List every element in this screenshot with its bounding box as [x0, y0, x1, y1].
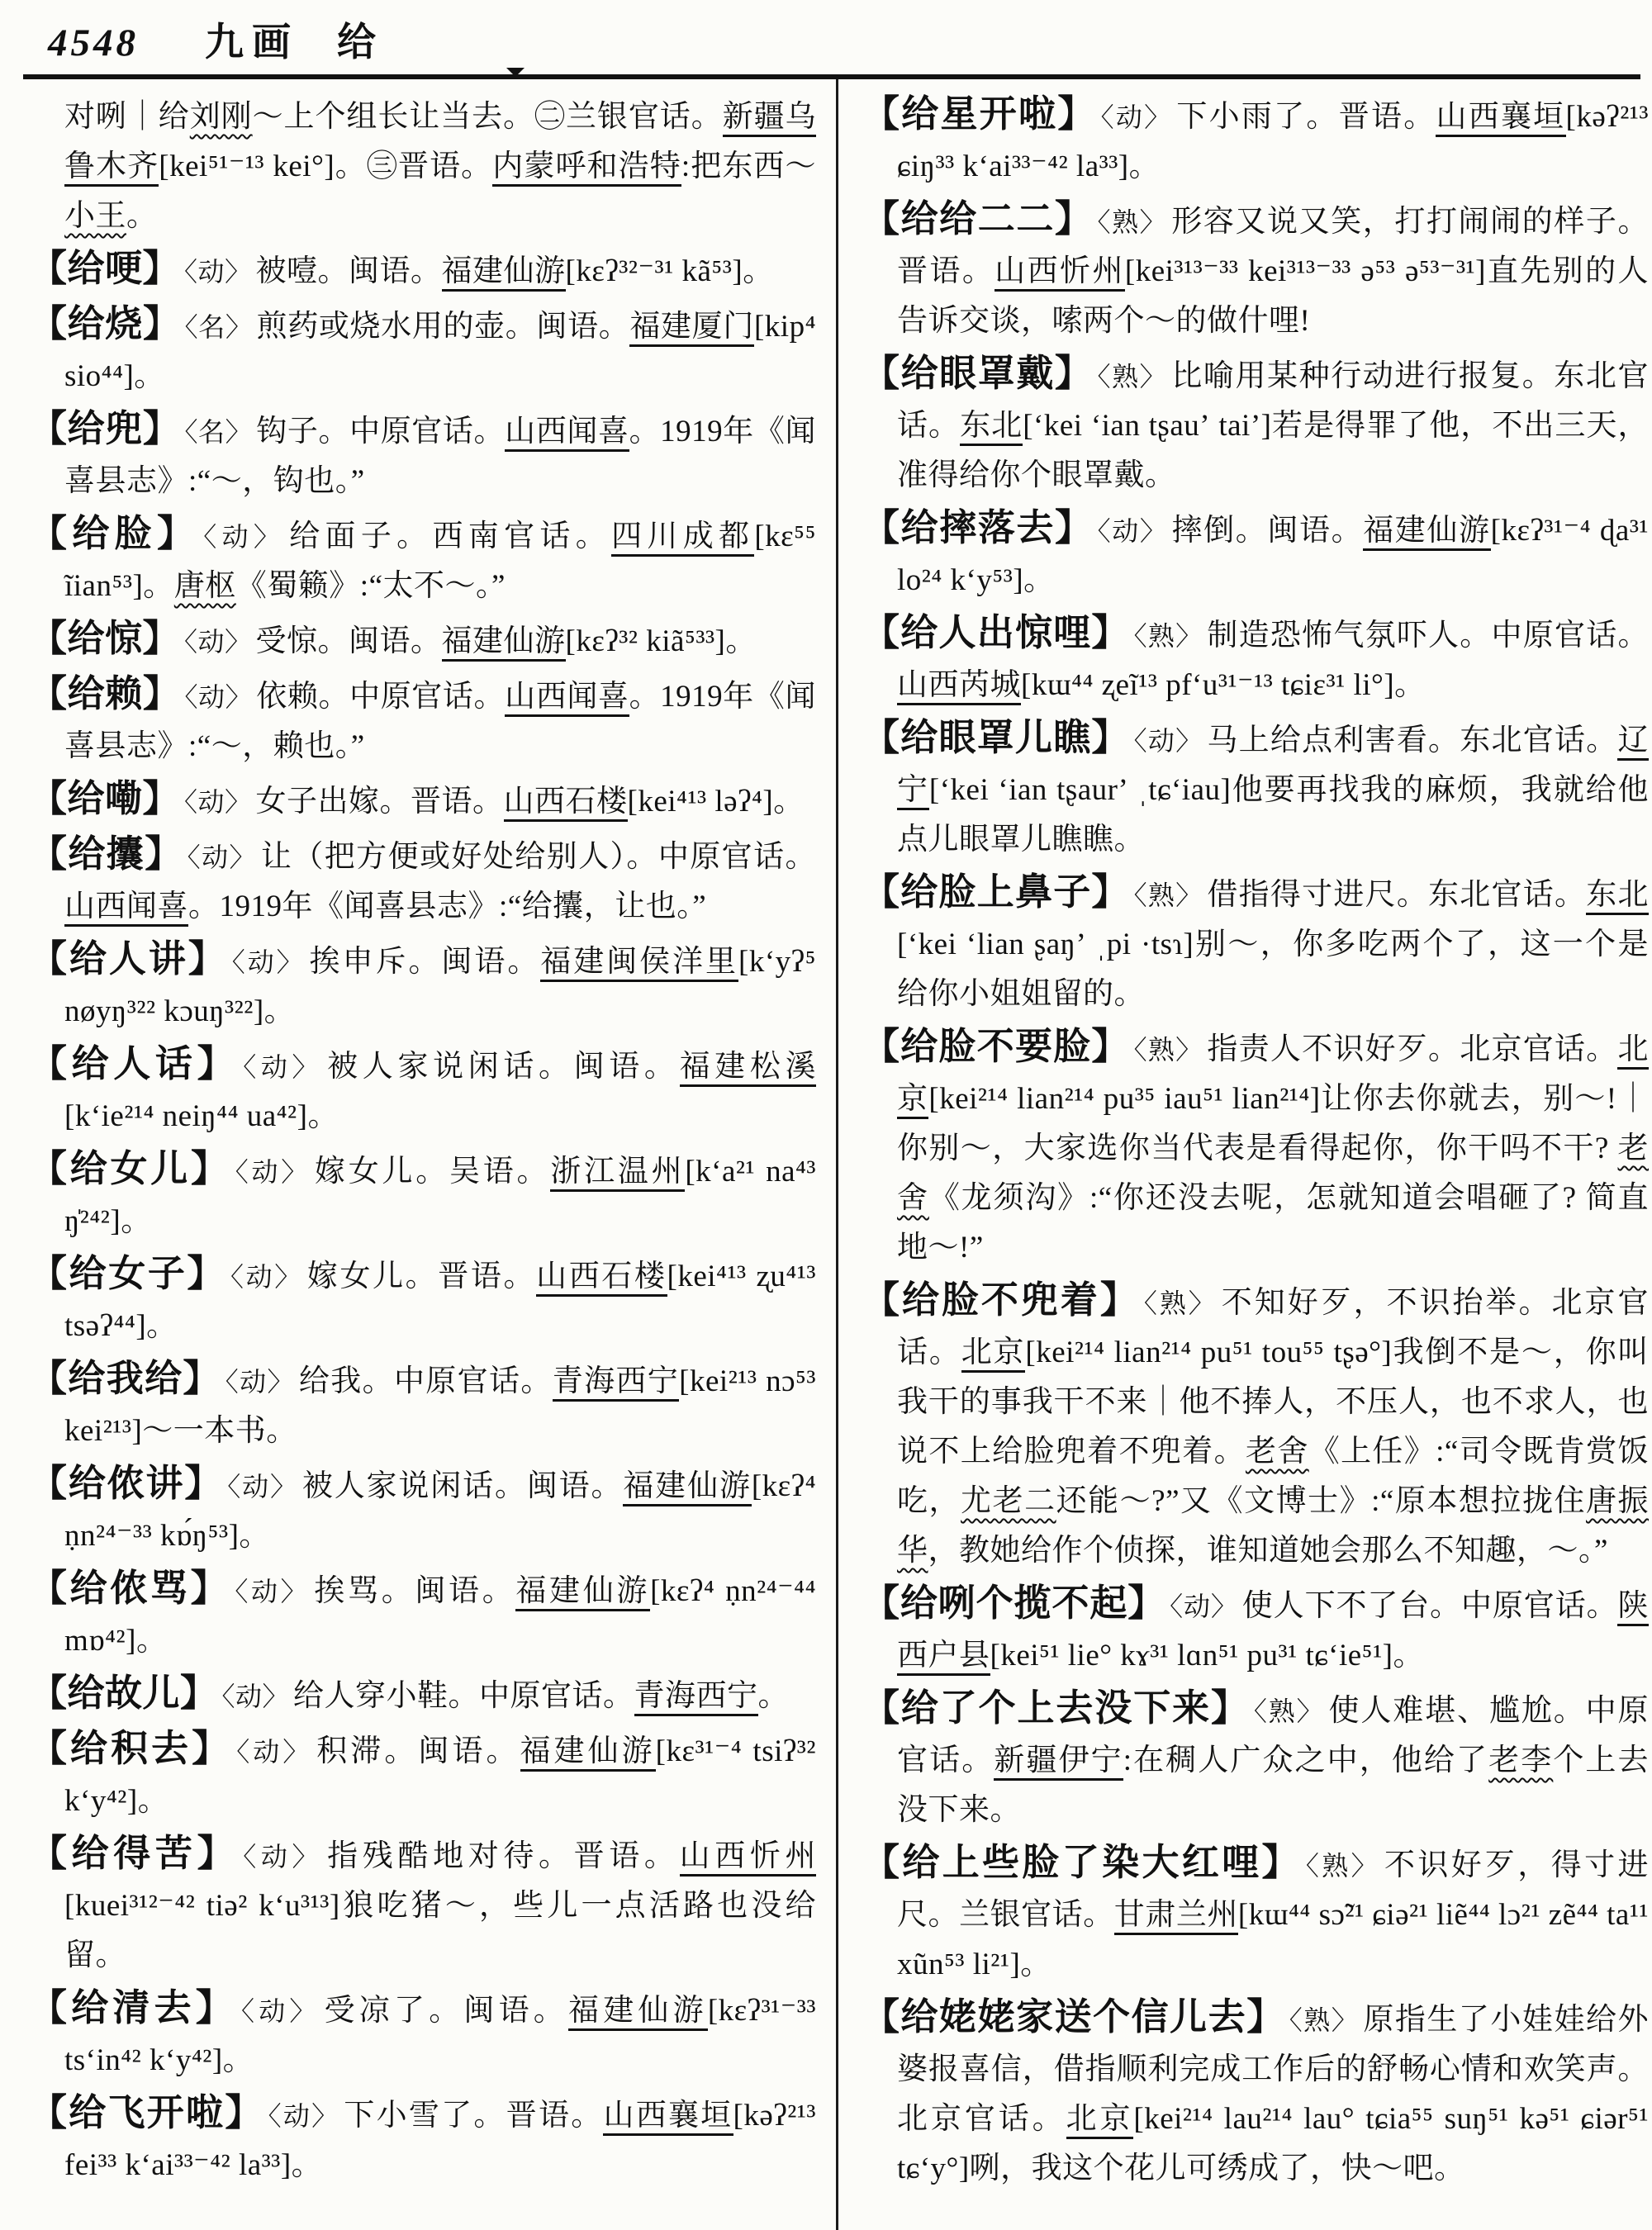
dictionary-entry [862, 93, 1649, 192]
entry-pos-tag: 〈动〉 [184, 787, 252, 817]
entry-headword: 【给清去】 [30, 1987, 237, 2028]
entry-pos-tag: 〈熟〉 [1133, 621, 1203, 651]
entry-body: 比喻用某种行动进行报复。东北官话。东北[ʻkei ʻian tʂauʼ taiʼ]若是得罪了他，不出三天，准得给你个眼罩戴。 [897, 359, 1650, 492]
person-name: 老舍 [1245, 1435, 1309, 1468]
entry-pos-tag: 〈熟〉 [1097, 362, 1168, 391]
dictionary-entry [30, 1357, 816, 1456]
entry-body: 让（把方便或好处给别人）。中原官话。山西闻喜。1919年《闻喜县志》:“给攮，让也。” [64, 840, 816, 927]
place-name: 福建厦门 [629, 310, 754, 347]
place-name: 福建松溪 [680, 1050, 816, 1087]
entry-body: 形容又说又笑，打打闹闹的样子。晋语。山西忻州[kei³¹³⁻³³ kei³¹³⁻³³ ə⁵³ ə⁵³⁻³¹]直先别的人告诉交谈，嗦两个～的做什哩! [897, 205, 1650, 338]
place-name: 山西襄垣 [603, 2099, 733, 2136]
entry-body: 摔倒。闽语。福建仙游[kɛʔ³¹⁻⁴ ɖa³¹ lo²⁴ kʻy⁵³]。 [897, 514, 1650, 597]
entry-pos-tag: 〈动〉 [235, 1577, 311, 1606]
place-name: 山西忻州 [995, 254, 1125, 292]
dictionary-entry [30, 302, 816, 401]
entry-pos-tag: 〈动〉 [227, 1472, 298, 1502]
entry-pos-tag: 〈动〉 [184, 257, 252, 287]
entry-body: 马上给点利害看。东北官话。辽宁[ʻkei ʻian tʂaurʼ ˌtɕʻiau]他要再找我的麻烦，我就给他点儿眼罩儿瞧瞧。 [897, 724, 1650, 856]
dictionary-entry [862, 716, 1649, 865]
entry-body: 挨申斥。闽语。福建闽侯洋里[kʻyʔ⁵ nøyŋ³²² kɔuŋ³²²]。 [64, 945, 816, 1028]
place-name: 福建仙游 [1363, 514, 1490, 551]
right-column [862, 93, 1649, 2199]
dictionary-entry [30, 617, 816, 667]
entry-pos-tag: 〈动〉 [221, 1682, 290, 1711]
entry-headword: 【给脸】 [30, 513, 200, 554]
place-name: 山西芮城 [897, 668, 1021, 705]
page-header [48, 12, 376, 67]
entry-headword: 【给惊】 [30, 618, 181, 659]
entry-headword: 【给脸不要脸】 [862, 1026, 1130, 1067]
entry-headword: 【给给二二】 [862, 198, 1094, 240]
person-name: 唐枢 [173, 569, 236, 603]
entry-pos-tag: 〈熟〉 [1289, 2005, 1360, 2035]
entry-body: 依赖。中原官话。山西闻喜。1919年《闻喜县志》:“～，赖也。” [64, 680, 816, 763]
place-name: 北京 [897, 1032, 1649, 1119]
place-name: 福建仙游 [623, 1469, 751, 1506]
place-name: 辽宁 [897, 724, 1649, 810]
entry-body: 嫁女儿。吴语。浙江温州[kʻa²¹ na⁴³ ŋ̍²⁴²]。 [64, 1155, 816, 1238]
entry-body: 不识好歹，得寸进尺。兰银官话。甘肃兰州[kɯ⁴⁴ sɔ̃²¹ ɕiə²¹ liẽ⁴⁴ lɔ²¹ zẽ⁴⁴ ta¹¹ xũn⁵³ li²¹]。 [897, 1848, 1650, 1981]
entry-pos-tag: 〈动〉 [235, 1157, 311, 1187]
entry-body: 女子出嫁。晋语。山西石楼[kei⁴¹³ ləʔ⁴]。 [256, 785, 805, 822]
place-name: 福建仙游 [520, 1734, 656, 1772]
entry-pos-tag: 〈动〉 [184, 682, 253, 712]
entry-headword: 【给人讲】 [30, 938, 228, 980]
entry-body: 煎药或烧水用的壶。闽语。福建厦门[kip⁴ sio⁴⁴]。 [64, 310, 816, 393]
page-number: 4548 [48, 21, 139, 64]
dictionary-entry [30, 833, 816, 932]
header-rule-notch [506, 68, 525, 86]
entry-body: 指残酷地对待。晋语。山西忻州[kuei³¹²⁻⁴² tiə² kʻu³¹³]狼吃猪～，些儿一点活路也没给留。 [64, 1839, 817, 1972]
left-column [30, 93, 816, 2196]
person-name: 刘刚 [189, 100, 253, 134]
entry-headword: 【给我给】 [30, 1358, 221, 1399]
entry-body: 使人难堪、尴尬。中原官话。新疆伊宁:在稠人广众之中，他给了老李个上去没下来。 [897, 1694, 1650, 1827]
place-name: 山西闻喜 [505, 415, 629, 452]
place-name: 东北 [1586, 878, 1649, 915]
entry-pos-tag: 〈熟〉 [1097, 207, 1168, 237]
place-name: 山西闻喜 [505, 680, 629, 717]
entry-body: 借指得寸进尺。东北官话。东北[ʻkei ʻlian ʂaŋʼ ˌpi ·tsɿ]别～，你多吃两个了，这一个是给你小姐姐留的。 [897, 878, 1649, 1011]
entry-body: 给我。中原官话。青海西宁[kei²¹³ nɔ⁵³ kei²¹³]～一本书。 [64, 1364, 816, 1448]
dictionary-entry [30, 1986, 816, 2085]
dictionary-entry [30, 672, 816, 771]
entry-pos-tag: 〈动〉 [241, 1996, 320, 2026]
entry-body: 下小雨了。晋语。山西襄垣[kəʔ²¹³ ɕiŋ³³ kʻai³³⁻⁴² la³³]。 [897, 100, 1649, 183]
dictionary-entry [862, 871, 1649, 1019]
entry-pos-tag: 〈动〉 [236, 1737, 313, 1767]
dictionary-entry [862, 506, 1649, 605]
person-name: 老舍 [897, 1132, 1649, 1215]
place-name: 山西石楼 [536, 1260, 667, 1297]
entry-headword: 【给眼罩戴】 [862, 353, 1094, 394]
person-name: 唐振华 [897, 1484, 1650, 1568]
section-title: 九画 [205, 21, 299, 64]
entry-body: 给面子。西南官话。四川成都[kɛ⁵⁵ ĩian⁵³]。唐枢《蜀籁》:“太不～。” [64, 520, 816, 603]
continuation-text [30, 93, 816, 241]
entry-headword: 【给上些脸了染大红哩】 [862, 1842, 1302, 1883]
entry-body: 对咧｜给刘刚～上个组长让当去。㊁兰银官话。新疆乌鲁木齐[kei⁵¹⁻¹³ kei°]。㊂晋语。内蒙呼和浩特:把东西～小王。 [64, 100, 817, 233]
dictionary-entry [862, 1687, 1649, 1835]
dictionary-entry [30, 777, 816, 827]
place-name: 青海西宁 [553, 1364, 679, 1402]
entry-headword: 【给脸不兜着】 [862, 1279, 1140, 1321]
entry-headword: 【给飞开啦】 [30, 2092, 264, 2133]
dictionary-entry [862, 611, 1649, 710]
entry-body: 原指生了小娃娃给外婆报喜信，借指顺利完成工作后的舒畅心情和欢笑声。北京官话。北京[kei²¹⁴ lau²¹⁴ lau° tɕia⁵⁵ suŋ⁵¹ kə⁵¹ ɕiər⁵¹ tɕʻy°]咧，我这个花儿可绣成了，快～吧。 [897, 2003, 1649, 2185]
dictionary-entry [862, 352, 1649, 501]
entry-headword: 【给赖】 [30, 673, 181, 714]
entry-pos-tag: 〈动〉 [268, 2101, 340, 2131]
entry-pos-tag: 〈动〉 [243, 1052, 324, 1082]
entry-headword: 【给嘞】 [30, 778, 181, 819]
place-name: 甘肃兰州 [1114, 1898, 1238, 1935]
dictionary-entry [30, 1567, 816, 1666]
place-name: 福建仙游 [568, 1994, 708, 2031]
dictionary-entry [862, 197, 1649, 346]
entry-headword: 【给人出惊哩】 [862, 612, 1130, 653]
place-name: 东北 [960, 409, 1023, 446]
entry-pos-tag: 〈动〉 [230, 1262, 303, 1292]
entry-pos-tag: 〈熟〉 [1133, 1035, 1203, 1065]
entry-headword: 【给侬讲】 [30, 1463, 224, 1504]
entry-body: 挨骂。闽语。福建仙游[kɛʔ⁴ ṇn²⁴⁻⁴⁴ mɒ⁴²]。 [64, 1574, 816, 1658]
place-name: 山西闻喜 [64, 890, 188, 927]
entry-headword: 【给积去】 [30, 1728, 233, 1769]
entry-headword: 【给女儿】 [30, 1148, 231, 1189]
dictionary-entry [30, 247, 816, 297]
entry-headword: 【给攮】 [30, 833, 183, 875]
dictionary-entry [30, 1147, 816, 1246]
dictionary-entry [862, 1279, 1649, 1576]
entry-headword: 【给咧个揽不起】 [862, 1582, 1166, 1624]
dictionary-entry [862, 1995, 1649, 2194]
entry-pos-tag: 〈动〉 [1170, 1592, 1238, 1621]
entry-pos-tag: 〈动〉 [243, 1842, 324, 1872]
entry-body: 受凉了。闽语。福建仙游[kɛʔ³¹⁻³³ tsʻin⁴² kʻy⁴²]。 [64, 1994, 816, 2077]
entry-body: 积滞。闽语。福建仙游[kɛ³¹⁻⁴ tsiʔ³² kʻy⁴²]。 [64, 1734, 816, 1818]
entry-body: 给人穿小鞋。中原官话。青海西宁。 [293, 1679, 789, 1716]
entry-body: 被人家说闲话。闽语。福建松溪[kʻie²¹⁴ neiŋ⁴⁴ ua⁴²]。 [64, 1050, 817, 1133]
person-name: 老李 [1488, 1744, 1554, 1777]
place-name: 浙江温州 [550, 1155, 685, 1192]
entry-body: 下小雪了。晋语。山西襄垣[kəʔ²¹³ fei³³ kʻai³³⁻⁴² la³³]。 [64, 2099, 816, 2182]
entry-pos-tag: 〈动〉 [203, 522, 286, 552]
place-name: 山西忻州 [680, 1839, 816, 1877]
entry-body: 受惊。闽语。福建仙游[kɛʔ³² kiã⁵³³]。 [256, 624, 757, 662]
entry-pos-tag: 〈动〉 [187, 842, 257, 872]
entry-body: 被噎。闽语。福建仙游[kɛʔ³²⁻³¹ kã⁵³]。 [256, 254, 774, 292]
entry-pos-tag: 〈名〉 [184, 312, 253, 342]
entry-headword: 【给故儿】 [30, 1672, 218, 1714]
place-name: 山西石楼 [504, 785, 628, 822]
entry-body: 被人家说闲话。闽语。福建仙游[kɛʔ⁴ ṇn²⁴⁻³³ kɒ́ŋ⁵³]。 [64, 1469, 816, 1553]
dictionary-entry [30, 1727, 816, 1826]
entry-headword: 【给烧】 [30, 303, 181, 344]
place-name: 福建闽侯洋里 [540, 945, 738, 982]
dictionary-entry [30, 1672, 816, 1721]
entry-headword: 【给侬骂】 [30, 1568, 231, 1609]
dictionary-entry [30, 407, 816, 506]
entry-pos-tag: 〈动〉 [1097, 516, 1168, 546]
entry-pos-tag: 〈熟〉 [1143, 1288, 1218, 1318]
entry-headword: 【给眼罩儿瞧】 [862, 717, 1130, 758]
entry-pos-tag: 〈动〉 [1133, 726, 1203, 756]
place-name: 山西襄垣 [1436, 100, 1565, 137]
place-name: 青海西宁 [634, 1679, 758, 1716]
entry-pos-tag: 〈动〉 [1100, 102, 1173, 132]
entry-pos-tag: 〈熟〉 [1305, 1851, 1380, 1881]
place-name: 新疆伊宁 [994, 1744, 1123, 1781]
dictionary-entry [862, 1025, 1649, 1273]
place-name: 北京 [961, 1336, 1026, 1373]
entry-pos-tag: 〈熟〉 [1133, 880, 1203, 910]
place-name: 陕西户县 [897, 1589, 1649, 1676]
section-character: 给 [337, 21, 376, 64]
person-name: 尤老二 [961, 1484, 1056, 1518]
header-rule [23, 74, 1640, 79]
entry-headword: 【给女子】 [30, 1253, 227, 1294]
entry-headword: 【给脸上鼻子】 [862, 871, 1130, 913]
column-divider [836, 79, 838, 2230]
entry-pos-tag: 〈动〉 [225, 1367, 295, 1397]
entry-headword: 【给兜】 [30, 408, 181, 449]
dictionary-entry [30, 1252, 816, 1351]
place-name: 福建仙游 [442, 624, 566, 662]
entry-pos-tag: 〈动〉 [231, 947, 306, 977]
place-name: 北京 [1066, 2102, 1134, 2139]
entry-headword: 【给得苦】 [30, 1833, 240, 1874]
entry-headword: 【给摔落去】 [862, 507, 1094, 548]
entry-pos-tag: 〈熟〉 [1253, 1696, 1325, 1726]
person-name: 小王 [64, 199, 126, 233]
place-name: 新疆乌鲁木齐 [64, 100, 816, 187]
dictionary-entry [30, 2091, 816, 2190]
entry-body: 使人下不了台。中原官话。陕西户县[kei⁵¹ lie° kɤ³¹ lɑn⁵¹ pu³¹ tɕʻie⁵¹]。 [897, 1589, 1649, 1676]
entry-body: 指责人不识好歹。北京官话。北京[kei²¹⁴ lian²¹⁴ pu³⁵ iau⁵¹ lian²¹⁴]让你去你就去，别～!｜你别～，大家选你当代表是看得起你，你干吗不干? 老舍《龙须沟》:“你还没去呢，怎就知道会唱砸了? 简直地～!” [897, 1032, 1650, 1264]
dictionary-entry [862, 1841, 1649, 1990]
entry-body: 制造恐怖气氛吓人。中原官话。山西芮城[kɯ⁴⁴ ʐeĩ¹³ pfʻu³¹⁻¹³ tɕiɛ³¹ li°]。 [897, 619, 1649, 705]
place-name: 福建仙游 [515, 1574, 650, 1611]
entry-body: 嫁女儿。晋语。山西石楼[kei⁴¹³ ʐu⁴¹³ tsəʔ⁴⁴]。 [64, 1260, 816, 1343]
dictionary-entry [30, 512, 816, 611]
entry-headword: 【给星开啦】 [862, 93, 1097, 135]
dictionary-entry [30, 1462, 816, 1561]
dictionary-entry [30, 1042, 816, 1141]
entry-body: 不知好歹，不识抬举。北京官话。北京[kei²¹⁴ lian²¹⁴ pu⁵¹ tou⁵⁵ tʂə°]我倒不是～，你叫我干的事我干不来｜他不捧人，不压人，也不求人，也说不上给脸兜着不兜着。老舍《上任》:“司令既肯赏饭吃，尤老二还能～?”又《文博士》:“原本想拉拢住唐振华，教她给作个侦探，谁知道她会那么不知趣，～。” [897, 1286, 1650, 1568]
place-name: 福建仙游 [442, 254, 566, 292]
entry-headword: 【给了个上去没下来】 [862, 1687, 1250, 1729]
entry-pos-tag: 〈动〉 [184, 627, 252, 657]
dictionary-entry [862, 1582, 1649, 1681]
place-name: 内蒙呼和浩特 [492, 149, 681, 187]
dictionary-entry [30, 1832, 816, 1981]
entry-headword: 【给姥姥家送个信儿去】 [862, 1996, 1285, 2038]
entry-pos-tag: 〈名〉 [184, 417, 253, 447]
place-name: 四川成都 [611, 520, 754, 557]
entry-headword: 【给人话】 [30, 1043, 240, 1084]
dictionary-entry [30, 937, 816, 1037]
entry-headword: 【给哽】 [30, 248, 181, 289]
entry-body: 钩子。中原官话。山西闻喜。1919年《闻喜县志》:“～，钩也。” [64, 415, 816, 498]
